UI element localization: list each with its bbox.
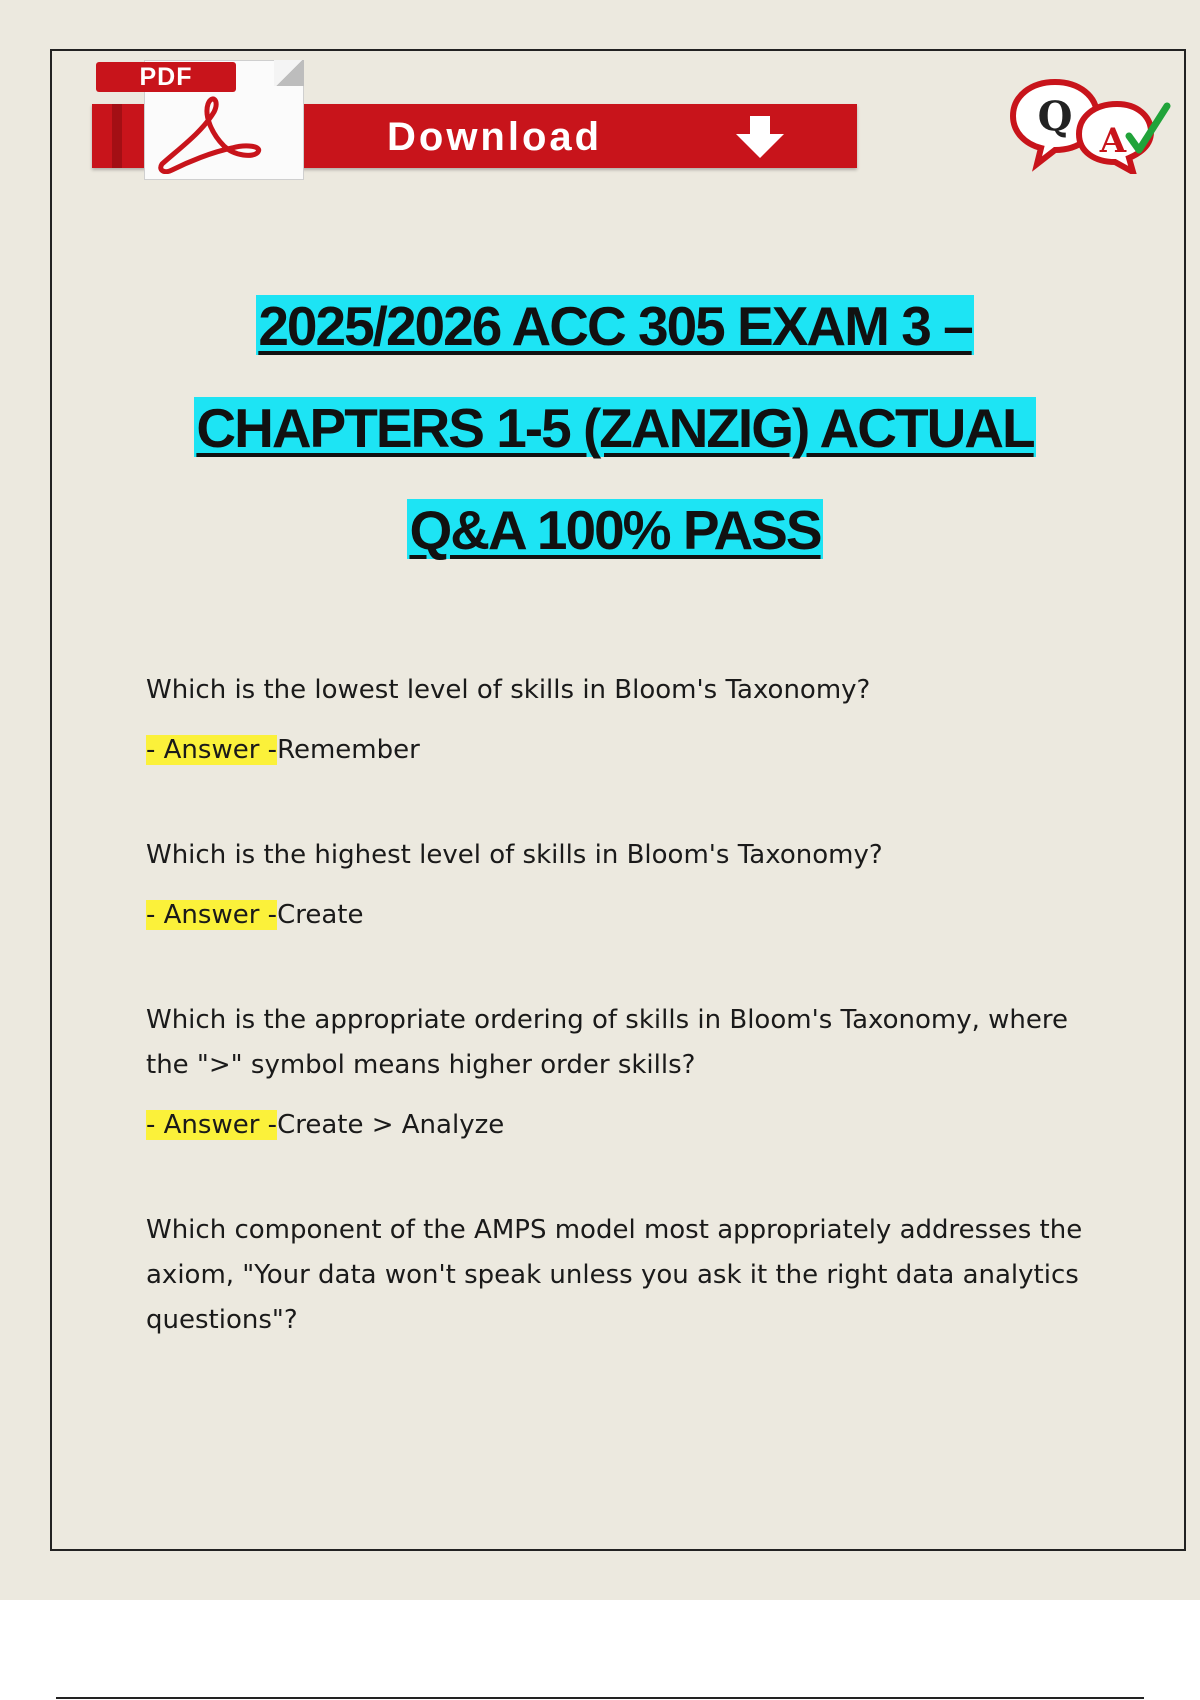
question-text: Which is the highest level of skills in Bloom's Taxonomy? bbox=[146, 840, 883, 870]
pdf-tag: PDF bbox=[96, 62, 236, 92]
title-line-1: 2025/2026 ACC 305 EXAM 3 – bbox=[258, 295, 972, 357]
answer-line bbox=[146, 1108, 1086, 1142]
question-text: Which component of the AMPS model most appropriately addresses the axiom, "Your data won't speak unless you ask it the right data analytics questions"? bbox=[146, 1215, 1083, 1335]
logo-a: A bbox=[1099, 121, 1127, 161]
download-arrow-icon[interactable] bbox=[732, 114, 788, 160]
answer-line bbox=[146, 898, 1086, 932]
pdf-download-banner[interactable] bbox=[92, 60, 862, 180]
bar-slot bbox=[112, 104, 122, 168]
qa-item bbox=[146, 1208, 1086, 1343]
qa-item bbox=[146, 833, 1086, 932]
title-line-3: Q&A 100% PASS bbox=[409, 499, 821, 561]
qa-item bbox=[146, 668, 1086, 767]
qa-logo-icon bbox=[1005, 74, 1173, 174]
acrobat-icon bbox=[150, 90, 270, 174]
answer-tag: - Answer - bbox=[146, 735, 278, 765]
title-line-2: CHAPTERS 1-5 (ZANZIG) ACTUAL bbox=[196, 397, 1034, 459]
answer-tag: - Answer - bbox=[146, 900, 278, 930]
logo-q: Q bbox=[1037, 93, 1073, 140]
answer-text: Remember bbox=[277, 735, 420, 765]
qa-list bbox=[146, 668, 1086, 1409]
answer-tag: - Answer - bbox=[146, 1110, 278, 1140]
qa-item bbox=[146, 998, 1086, 1142]
document-title bbox=[90, 295, 1140, 601]
answer-text: Create > Analyze bbox=[277, 1110, 505, 1140]
answer-line bbox=[146, 733, 1086, 767]
download-label[interactable]: Download bbox=[387, 115, 603, 159]
page-fold-icon bbox=[274, 60, 304, 86]
footer-rule bbox=[56, 1697, 1144, 1699]
question-text: Which is the appropriate ordering of skills in Bloom's Taxonomy, where the ">" symbol means higher order skills? bbox=[146, 1005, 1069, 1080]
question-text: Which is the lowest level of skills in Bloom's Taxonomy? bbox=[146, 675, 871, 705]
answer-text: Create bbox=[277, 900, 364, 930]
